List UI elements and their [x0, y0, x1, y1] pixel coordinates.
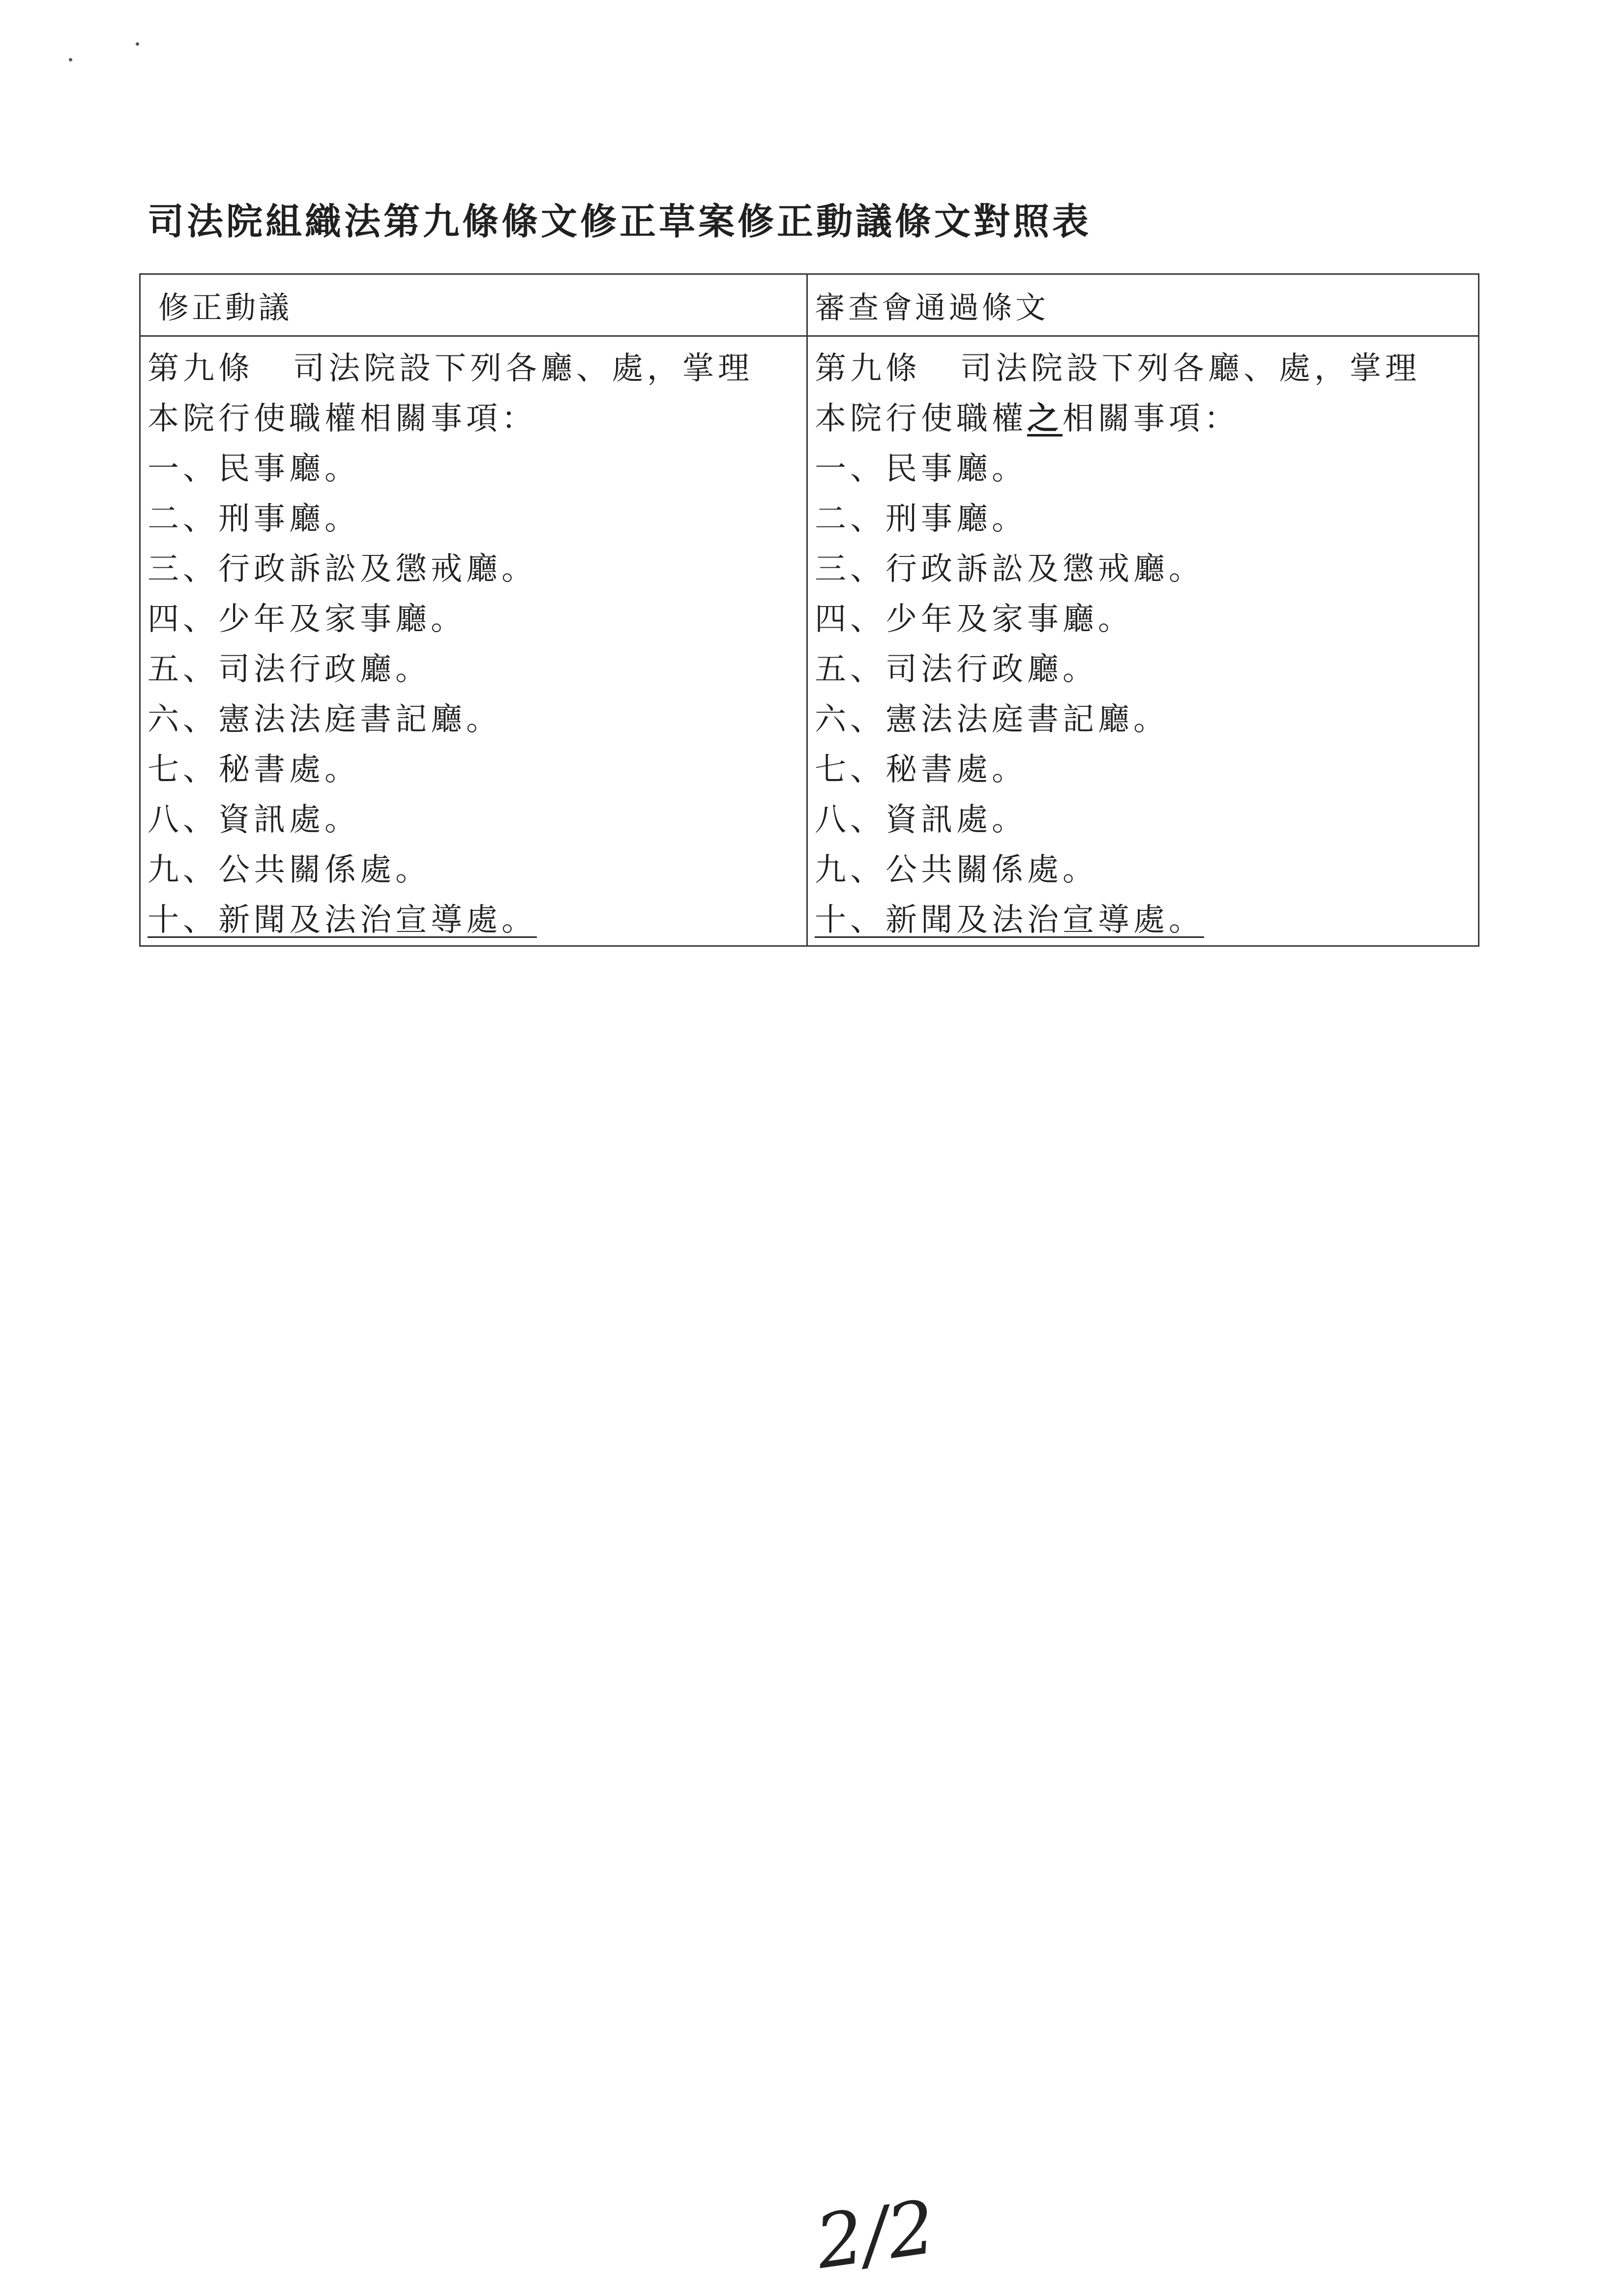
scan-speck: [136, 42, 139, 46]
comparison-table: [139, 273, 1479, 947]
list-item: 七、秘書處。: [815, 752, 1027, 788]
list-item: 六、憲法法庭書記廳。: [815, 701, 1169, 738]
list-item-underlined: [815, 895, 1478, 945]
list-item: 七、秘書處。: [148, 752, 360, 788]
scan-speck: [69, 58, 72, 61]
article-line-2-before: 本院行使職權: [815, 401, 1027, 437]
list-item: 三、行政訴訟及懲戒廳。: [148, 551, 537, 587]
list-item: 九、公共關係處。: [815, 852, 1098, 888]
page-title: 司法院組織法第九條條文修正草案修正動議條文對照表: [148, 201, 1092, 243]
column-header-committee: 審查會通過條文: [815, 290, 1049, 325]
list-item: 三、行政訴訟及懲戒廳。: [815, 551, 1204, 587]
committee-article: [808, 337, 1478, 945]
list-item-underlined: [148, 895, 806, 945]
list-item: 二、刑事廳。: [815, 501, 1027, 537]
list-item: 一、民事廳。: [815, 451, 1027, 487]
list-item: 二、刑事廳。: [148, 501, 360, 537]
list-item: 四、少年及家事廳。: [815, 601, 1133, 638]
motion-text-cell: [140, 336, 807, 946]
header-cell-committee: [807, 274, 1479, 336]
list-item: 一、民事廳。: [148, 451, 360, 487]
article-line-1: [148, 344, 806, 394]
article-label: 第九條: [815, 350, 921, 387]
motion-article: [141, 337, 806, 945]
article-line-1-text: 司法院設下列各廳、處，掌理: [293, 350, 753, 387]
list-item: 八、資訊處。: [815, 802, 1027, 838]
list-item: 六、憲法法庭書記廳。: [148, 701, 502, 738]
underlined-text: 十、新聞及法治宣導處。: [148, 902, 537, 938]
table-header-row: [140, 274, 1479, 336]
article-line-2-after: 相關事項：: [1063, 401, 1240, 437]
article-line-1: [815, 344, 1478, 394]
underlined-text: 十、新聞及法治宣導處。: [815, 902, 1204, 938]
handwritten-page-number: 2/2: [811, 2184, 941, 2286]
article-label: 第九條: [148, 350, 254, 387]
list-item: 九、公共關係處。: [148, 852, 431, 888]
list-item: 五、司法行政廳。: [815, 651, 1098, 688]
list-item: 四、少年及家事廳。: [148, 601, 466, 638]
list-item: 五、司法行政廳。: [148, 651, 431, 688]
column-header-motion: 修正動議: [158, 290, 293, 325]
emphasized-inserted-word: 之: [1027, 400, 1063, 437]
list-item: 八、資訊處。: [148, 802, 360, 838]
article-line-1-text: 司法院設下列各廳、處，掌理: [960, 350, 1420, 387]
article-line-2: [815, 394, 1478, 444]
committee-text-cell: [807, 336, 1479, 946]
article-line-2: 本院行使職權相關事項：: [148, 401, 537, 437]
table-body-row: [140, 336, 1479, 946]
header-cell-motion: [140, 274, 807, 336]
